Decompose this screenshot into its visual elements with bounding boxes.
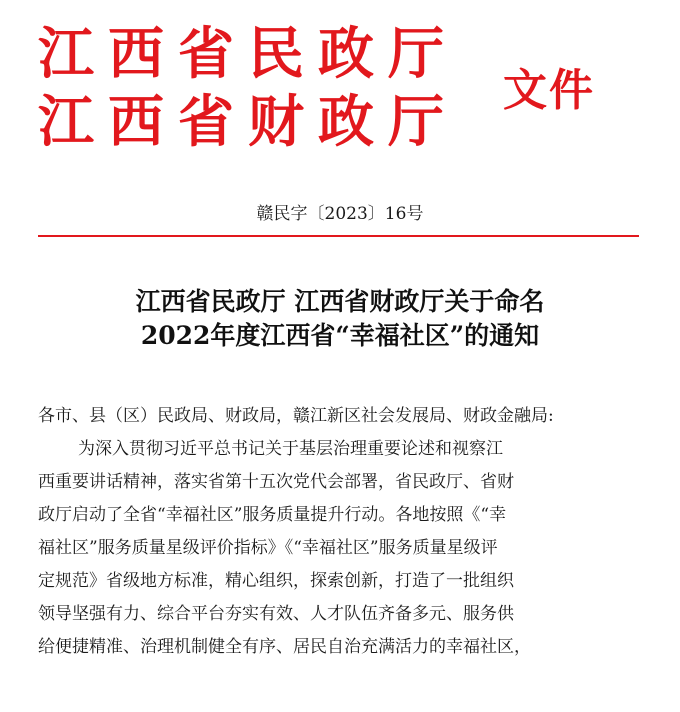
- body-line-4: 福社区”服务质量星级评价指标》《“幸福社区”服务质量星级评: [38, 538, 498, 558]
- red-separator-line: [38, 235, 639, 237]
- body-line-5: 定规范》省级地方标准，精心组织，探索创新，打造了一批组织: [38, 571, 514, 591]
- document-title: [0, 285, 680, 353]
- body-line-1: 为深入贯彻习近平总书记关于基层治理重要论述和视察江: [78, 439, 503, 459]
- document-body: [38, 400, 648, 664]
- body-line-3: 政厅启动了全省“幸福社区”服务质量提升行动。各地按照《“幸: [38, 505, 507, 525]
- issuer-name-finance: 江西省财政厅: [38, 89, 458, 155]
- title-line-2: 2022年度江西省“幸福社区”的通知: [140, 321, 540, 350]
- addressee-line: 各市、县（区）民政局、财政局，赣江新区社会发展局、财政金融局:: [38, 406, 554, 426]
- document-number: 赣民字〔2023〕16号: [256, 204, 424, 224]
- body-line-7: 给便捷精准、治理机制健全有序、居民自治充满活力的幸福社区，: [38, 637, 531, 657]
- document-masthead: [0, 0, 680, 170]
- body-line-2: 西重要讲话精神，落实省第十五次党代会部署，省民政厅、省财: [38, 472, 514, 492]
- title-line-1: 江西省民政厅 江西省财政厅关于命名: [135, 287, 545, 316]
- body-line-6: 领导坚强有力、综合平台夯实有效、人才队伍齐备多元、服务供: [38, 604, 514, 624]
- issuer-name-civil-affairs: 江西省民政厅: [38, 21, 458, 87]
- document-kind-label: 文件: [503, 65, 595, 116]
